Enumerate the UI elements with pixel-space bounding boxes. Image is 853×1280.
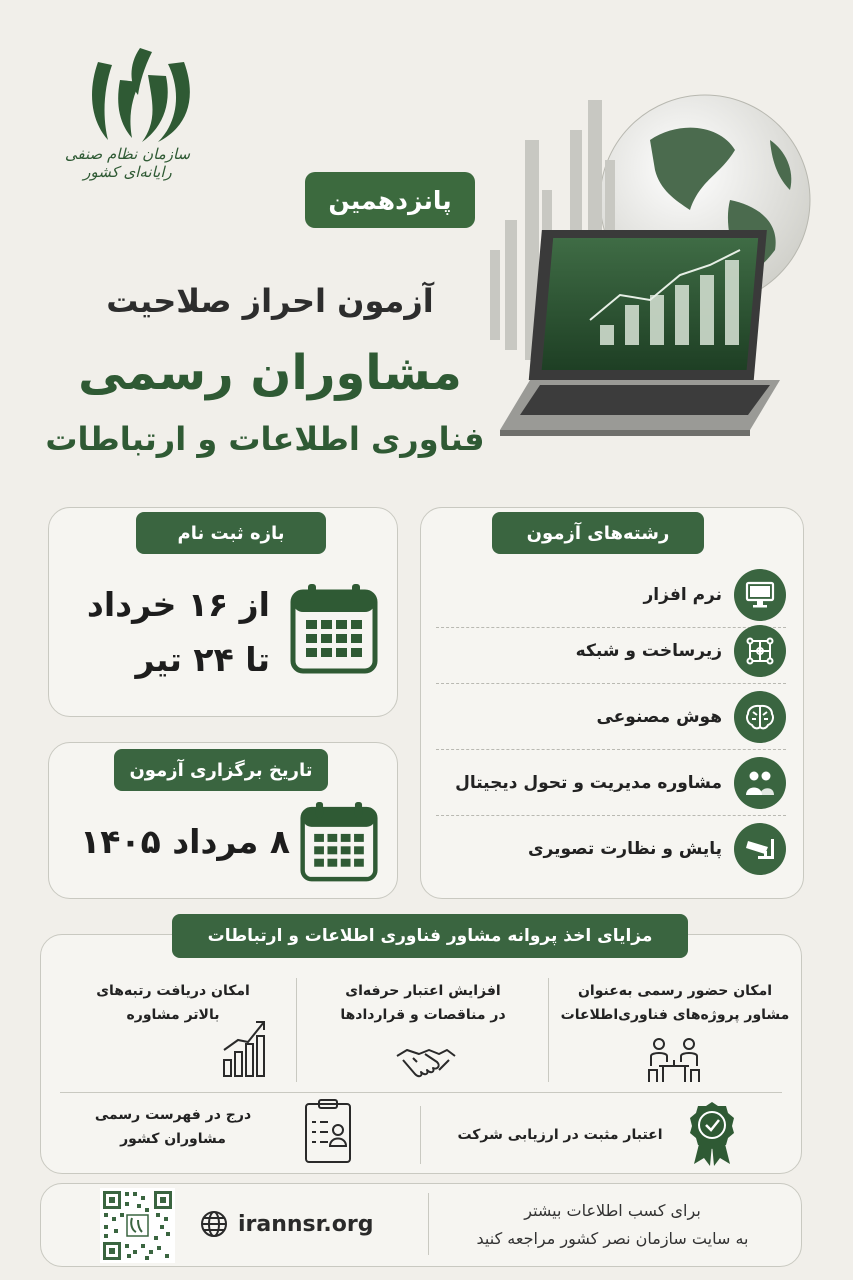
benefit-line: بالاتر مشاوره [126,1006,220,1023]
benefit-line: اعتبار مثبت در ارزیابی شرکت [457,1127,663,1143]
benefit-line: افزایش اعتبار حرفه‌ای [345,983,501,999]
footer-text [440,1197,785,1253]
cctv-camera-icon [734,823,786,875]
divider [428,1193,429,1255]
title-line-2: مشاوران رسمی [78,345,462,401]
benefit-item [440,1124,680,1148]
people-icon [734,757,786,809]
org-name: سازمان نظام صنفی رایانه‌ای کشور [64,145,191,181]
benefit-line: در مناقصات و قراردادها [340,1006,506,1023]
website-link[interactable] [200,1210,400,1238]
title-line-1: آزمون احراز صلاحیت [106,282,434,320]
growth-chart-icon [220,1016,270,1080]
divider [420,1106,421,1164]
divider [548,978,549,1082]
footer-line-2: به سایت سازمان نصر کشور مراجعه کنید [476,1229,749,1248]
benefit-item [60,1104,286,1152]
divider [60,1092,782,1093]
exam-date-title: تاریخ برگزاری آزمون [114,749,328,791]
field-label: زیرساخت و شبکه [575,640,722,661]
field-item-network [436,618,786,684]
registration-title: بازه ثبت نام [136,512,326,554]
benefit-line: امکان حضور رسمی به‌عنوان [577,983,773,999]
field-label: مشاوره مدیریت و تحول دیجیتال [455,772,722,793]
qr-code-icon [100,1188,175,1263]
registration-end: تا ۲۴ تیر [135,640,270,679]
registration-start: از ۱۶ خرداد [86,585,270,624]
benefit-item [560,980,790,1028]
brain-icon [734,691,786,743]
field-item-surveillance [436,816,786,882]
field-label: نرم افزار [643,584,722,605]
benefit-line: امکان دریافت رتبه‌های [96,983,250,999]
network-icon [734,625,786,677]
laptop-globe-illustration [480,80,840,480]
field-item-ai [436,684,786,750]
monitor-icon [734,569,786,621]
benefit-item [308,980,538,1028]
exam-fields-title: رشته‌های آزمون [492,512,704,554]
edition-badge: پانزدهمین [305,172,475,228]
footer-line-1: برای کسب اطلاعات بیشتر [524,1201,701,1220]
globe-icon [200,1210,228,1238]
benefit-line: مشاور پروژه‌های فناوری‌اطلاعات [560,1006,790,1023]
handshake-icon [395,1044,457,1086]
benefit-line: مشاوران کشور [120,1130,226,1147]
exam-date: ۸ مرداد ۱۴۰۵ [80,822,290,861]
calendar-icon [290,582,378,674]
field-label: هوش مصنوعی [596,706,722,727]
calendar-icon [300,800,378,882]
title-line-3: فناوری اطلاعات و ارتباطات [45,420,485,458]
divider [296,978,297,1082]
website-url[interactable]: irannsr.org [238,1211,374,1237]
meeting-icon [645,1036,703,1086]
certificate-badge-icon [686,1100,738,1166]
field-item-management [436,750,786,816]
benefits-title: مزایای اخذ پروانه مشاور فناوری اطلاعات و ارتباطات [172,914,688,958]
benefit-line: درج در فهرست رسمی [94,1107,252,1123]
field-label: پایش و نظارت تصویری [527,839,722,859]
clipboard-icon [302,1098,354,1166]
